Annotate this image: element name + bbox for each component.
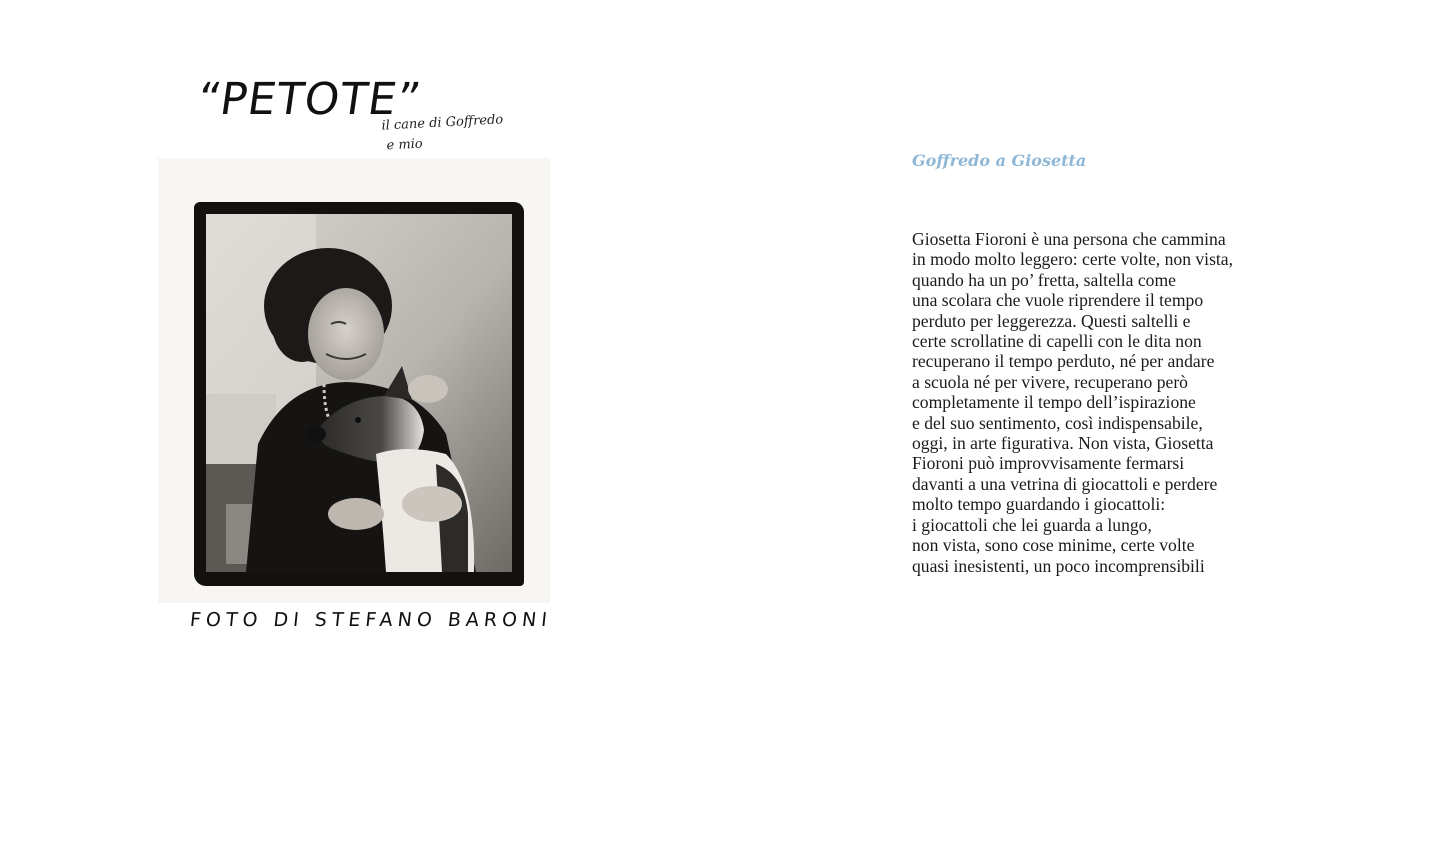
essay-line: quando ha un po’ fretta, saltella come bbox=[912, 269, 1176, 290]
handwritten-note-line: e mio bbox=[386, 136, 424, 154]
photo-frame bbox=[158, 158, 550, 603]
essay-line: i giocattoli che lei guarda a lungo, bbox=[912, 514, 1152, 535]
essay-line: una scolara che vuole riprendere il tempo bbox=[912, 290, 1204, 311]
essay-line: certe scrollatine di capelli con le dita non bbox=[912, 331, 1202, 352]
essay-line: davanti a una vetrina di giocattoli e perdere bbox=[912, 473, 1218, 494]
essay-body bbox=[912, 229, 1272, 576]
essay-line: molto tempo guardando i giocattoli: bbox=[912, 494, 1166, 515]
essay-line: Giosetta Fioroni è una persona che cammina bbox=[912, 229, 1226, 249]
photo-woman-with-dog bbox=[206, 214, 512, 572]
essay-line: completamente il tempo dell’ispirazione bbox=[912, 392, 1196, 413]
essay-line: quasi inesistenti, un poco incomprensibili bbox=[912, 555, 1205, 576]
essay-line: Fioroni può improvvisamente fermarsi bbox=[912, 453, 1185, 474]
handwritten-photo-credit: FOTO DI STEFANO BARONI bbox=[188, 609, 553, 631]
essay-line: e del suo sentimento, così indispensabile, bbox=[912, 412, 1203, 433]
essay-heading: Goffredo a Giosetta bbox=[912, 151, 1087, 170]
photo-print-border bbox=[194, 202, 524, 586]
handwritten-title: “PETOTE” bbox=[194, 74, 425, 125]
essay-line: in modo molto leggero: certe volte, non vista, bbox=[912, 249, 1234, 270]
essay-line: a scuola né per vivere, recuperano però bbox=[912, 371, 1188, 392]
handwritten-note-line: il cane di Goffredo bbox=[381, 112, 504, 134]
essay-line: perduto per leggerezza. Questi saltelli e bbox=[912, 310, 1191, 331]
essay-line: oggi, in arte figurativa. Non vista, Giosetta bbox=[912, 433, 1214, 454]
handwritten-note bbox=[381, 109, 523, 156]
essay-line: recuperano il tempo perduto, né per andare bbox=[912, 351, 1215, 372]
essay-line: non vista, sono cose minime, certe volte bbox=[912, 535, 1195, 556]
